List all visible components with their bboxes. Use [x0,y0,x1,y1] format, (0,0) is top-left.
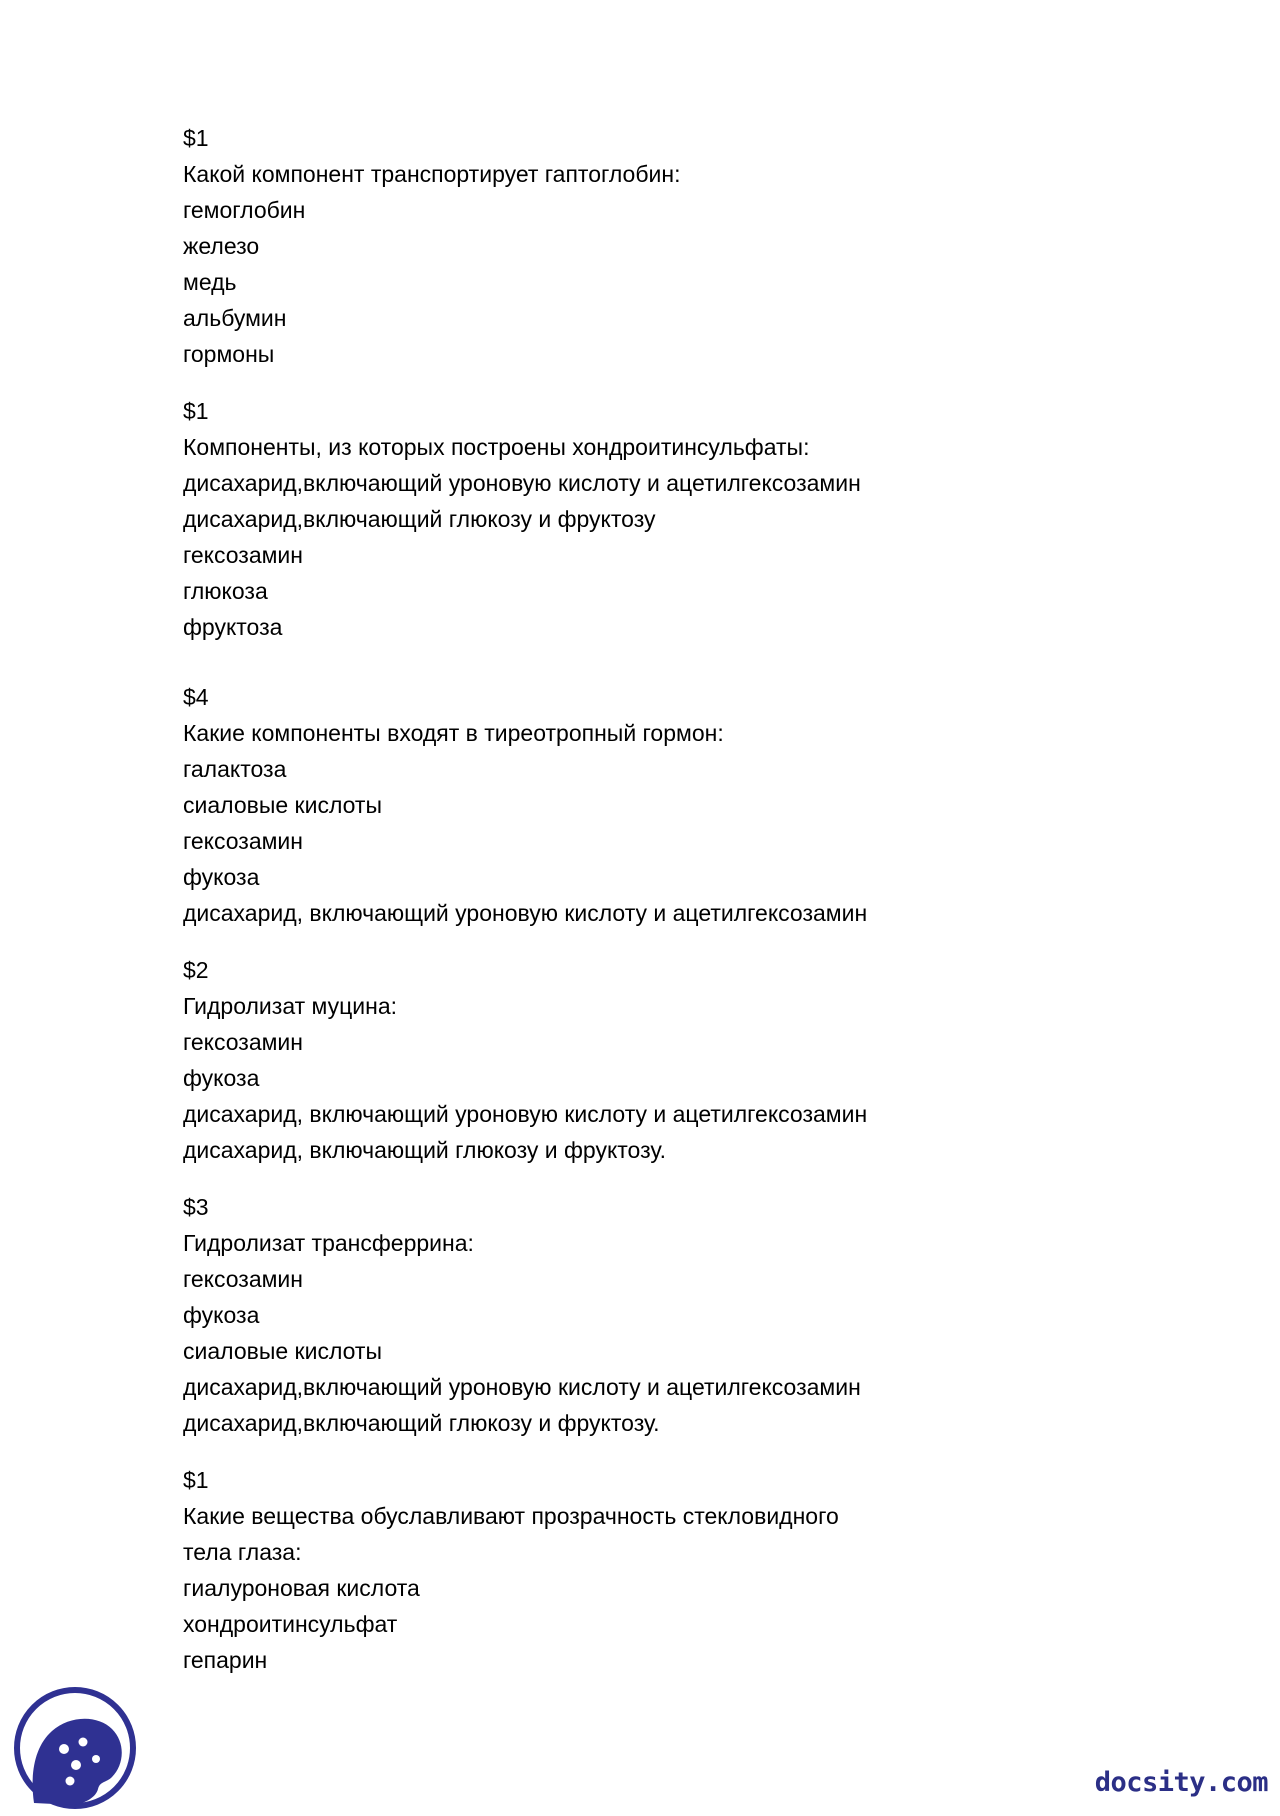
answer-option: фукоза [183,1065,260,1091]
answer-option: фукоза [183,864,260,890]
answer-option: галактоза [183,756,287,782]
question-code: $1 [183,398,209,424]
answer-option: гексозамин [183,1266,303,1292]
logo-graphic [12,1685,138,1811]
answer-option: гексозамин [183,542,303,568]
answer-option: гормоны [183,341,275,367]
answer-option: дисахарид,включающий уроновую кислоту и ацетилгексозамин [183,1374,861,1400]
answer-option: гепарин [183,1647,268,1673]
question-code: $3 [183,1194,209,1220]
answer-option: сиаловые кислоты [183,792,382,818]
answer-option: медь [183,269,237,295]
answer-option: дисахарид,включающий уроновую кислоту и ацетилгексозамин [183,470,861,496]
question-code: $2 [183,957,209,983]
question-prompt: Какие компоненты входят в тиреотропный гормон: [183,720,724,746]
question-2 [183,393,1083,645]
answer-option: хондроитинсульфат [183,1611,398,1637]
question-1 [183,120,1083,372]
answer-option: дисахарид,включающий глюкозу и фруктозу [183,506,656,532]
answer-option: дисахарид,включающий глюкозу и фруктозу. [183,1410,660,1436]
brand-link[interactable]: docsity.com [1094,1767,1268,1798]
document-page [183,120,1083,1678]
answer-option: альбумин [183,305,287,331]
answer-option: фукоза [183,1302,260,1328]
answer-option: железо [183,233,260,259]
question-3 [183,679,1083,931]
question-4 [183,952,1083,1168]
question-prompt: Гидролизат трансферрина: [183,1230,474,1256]
answer-option: дисахарид, включающий уроновую кислоту и ацетилгексозамин [183,900,868,926]
question-code: $1 [183,1467,209,1493]
question-code: $4 [183,684,209,710]
question-6 [183,1462,1083,1678]
answer-option: гексозамин [183,828,303,854]
answer-option: гексозамин [183,1029,303,1055]
answer-option: дисахарид, включающий глюкозу и фруктозу. [183,1137,666,1163]
question-prompt: Какой компонент транспортирует гаптоглобин: [183,161,681,187]
answer-option: сиаловые кислоты [183,1338,382,1364]
question-prompt: Гидролизат муцина: [183,993,398,1019]
answer-option: дисахарид, включающий уроновую кислоту и ацетилгексозамин [183,1101,868,1127]
answer-option: гемоглобин [183,197,306,223]
answer-option: гиалуроновая кислота [183,1575,420,1601]
question-prompt: Компоненты, из которых построены хондроитинсульфаты: [183,434,810,460]
question-prompt-continued: тела глаза: [183,1539,302,1565]
question-5 [183,1189,1083,1441]
docsity-logo-icon[interactable] [12,1685,138,1811]
question-code: $1 [183,125,209,151]
answer-option: фруктоза [183,614,283,640]
question-prompt: Какие вещества обуславливают прозрачность стекловидного [183,1503,839,1529]
answer-option: глюкоза [183,578,268,604]
